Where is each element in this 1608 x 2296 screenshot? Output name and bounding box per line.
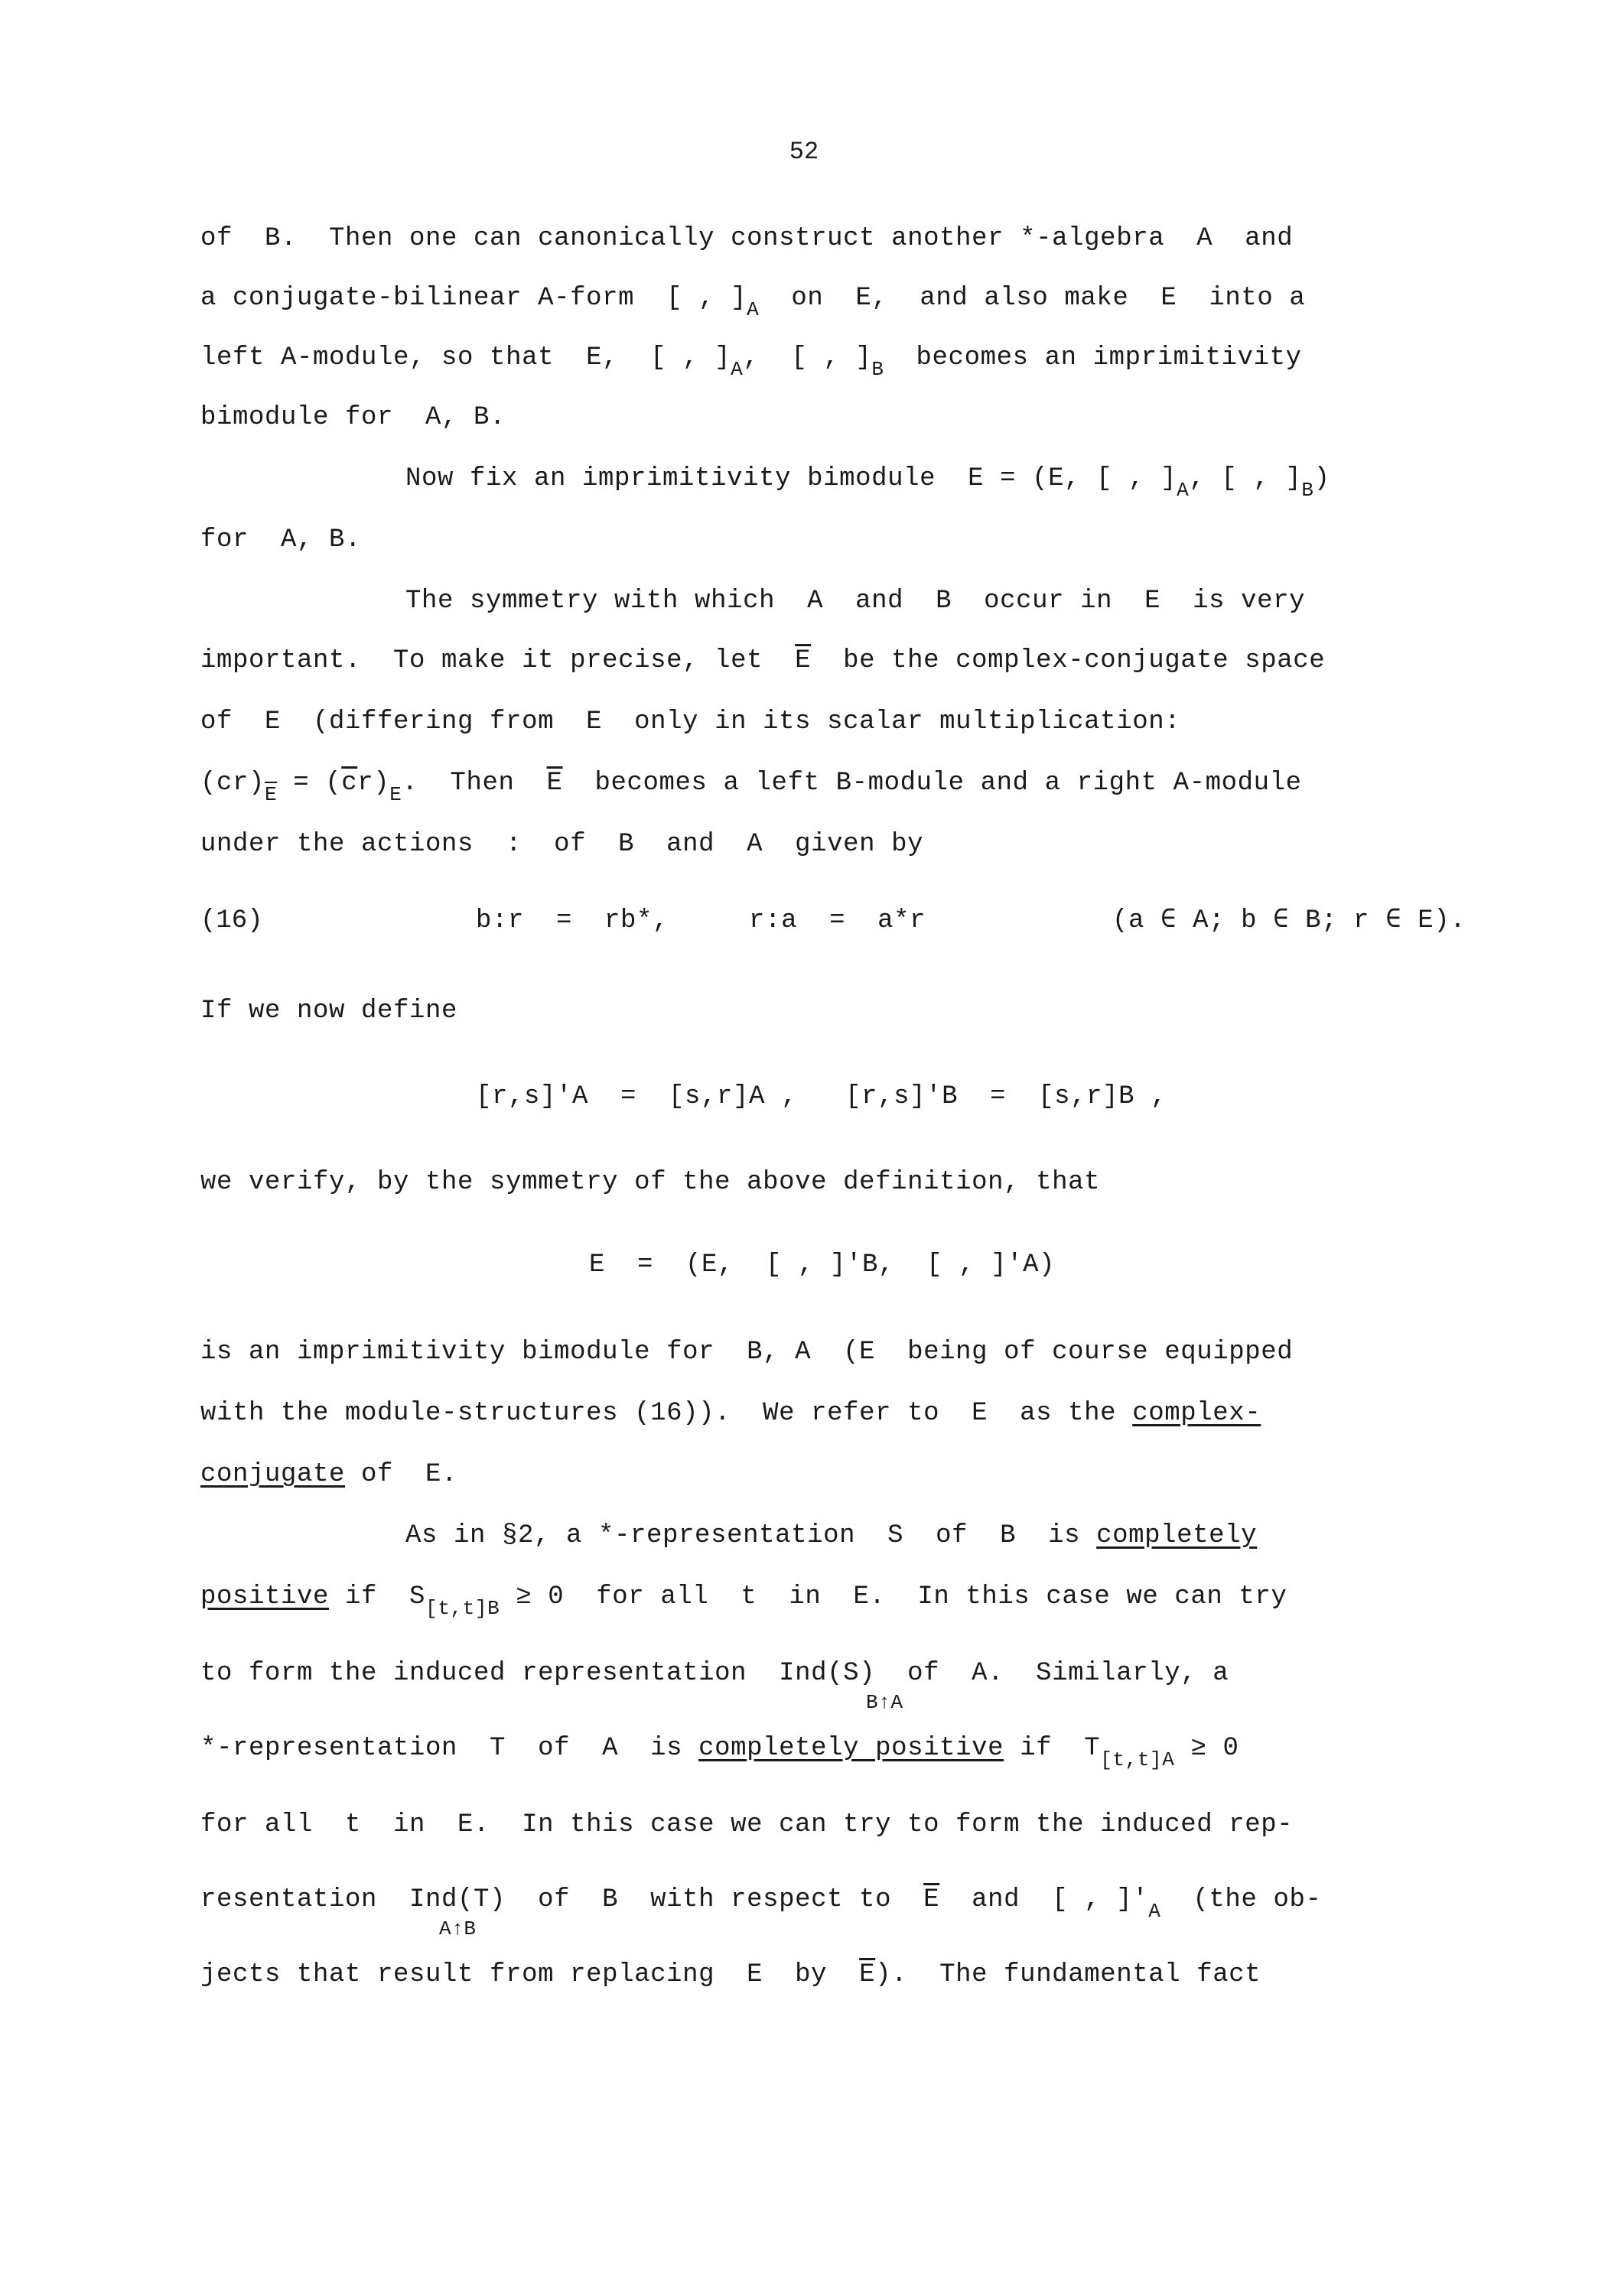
text-line: The symmetry with which A and B occur in E is very <box>405 587 1306 616</box>
text-line: As in §2, a *-representation S of B is completely <box>405 1521 1258 1550</box>
equation-number: (16) <box>200 906 263 935</box>
text-line: to form the induced representation Ind(S) of A. Similarly, a <box>200 1659 1229 1688</box>
text-line: for A, B. <box>200 525 362 554</box>
text-line: $(cr)_{\overline{E}} = (\overline{c}r)_E$. Then $\overline{E}$ becomes a left B-module and a right A-module <box>200 769 1302 806</box>
text-line: If we now define <box>200 997 458 1026</box>
text-line: Now fix an imprimitivity bimodule E = (E, [ , ]$_A$, [ , ]$_B$) <box>405 464 1330 502</box>
text-line: we verify, by the symmetry of the above definition, that <box>200 1168 1101 1197</box>
text-line: under the actions : of B and A given by <box>200 830 924 859</box>
text-line: resentation Ind(T) of B with respect to $\overline{E}$ and [ , ]'$_A$ (the ob- <box>200 1885 1322 1923</box>
equation: [r,s]'A = [s,r]A , [r,s]'B = [s,r]B , <box>476 1082 1167 1111</box>
subscript-label: A↑B <box>439 1917 477 1940</box>
subscript-label: B↑A <box>866 1691 903 1714</box>
text-line: a conjugate-bilinear A-form [ , ]$_A$ on E, and also make E into a <box>200 284 1306 321</box>
text-line: of B. Then one can canonically construct another *-algebra A and <box>200 224 1294 253</box>
text-line: is an imprimitivity bimodule for B, A (E being of course equipped <box>200 1338 1294 1367</box>
text-line: of E (differing from E only in its scalar multiplication: <box>200 707 1181 737</box>
text-line: jects that result from replacing E by $\overline{E}$). The fundamental fact <box>200 1960 1261 1989</box>
equation: b:r = rb*, r:a = a*r <box>476 906 926 935</box>
text-line: important. To make it precise, let $\overline{E}$ be the complex-conjugate space <box>200 646 1326 675</box>
text-line: *-representation T of A is completely positive if $T_{[t,t]A} \ge 0$ <box>200 1734 1239 1771</box>
page-number: 52 <box>789 138 819 166</box>
text-line: left A-module, so that E, [ , ]$_A$, [ , ]$_B$ becomes an imprimitivity <box>200 343 1302 381</box>
text-line: conjugate of E. <box>200 1460 458 1489</box>
equation-condition: (a ∈ A; b ∈ B; r ∈ E). <box>1112 906 1466 935</box>
text-line: for all t in E. In this case we can try to form the induced rep- <box>200 1810 1294 1839</box>
text-line: positive if $S_{[t,t]B} \ge 0$ for all t in E. In this case we can try <box>200 1582 1287 1620</box>
text-line: with the module-structures (16)). We refer to E as the complex- <box>200 1399 1261 1428</box>
text-line: bimodule for A, B. <box>200 403 506 432</box>
equation: E = (E, [ , ]'B, [ , ]'A) <box>589 1250 1056 1280</box>
